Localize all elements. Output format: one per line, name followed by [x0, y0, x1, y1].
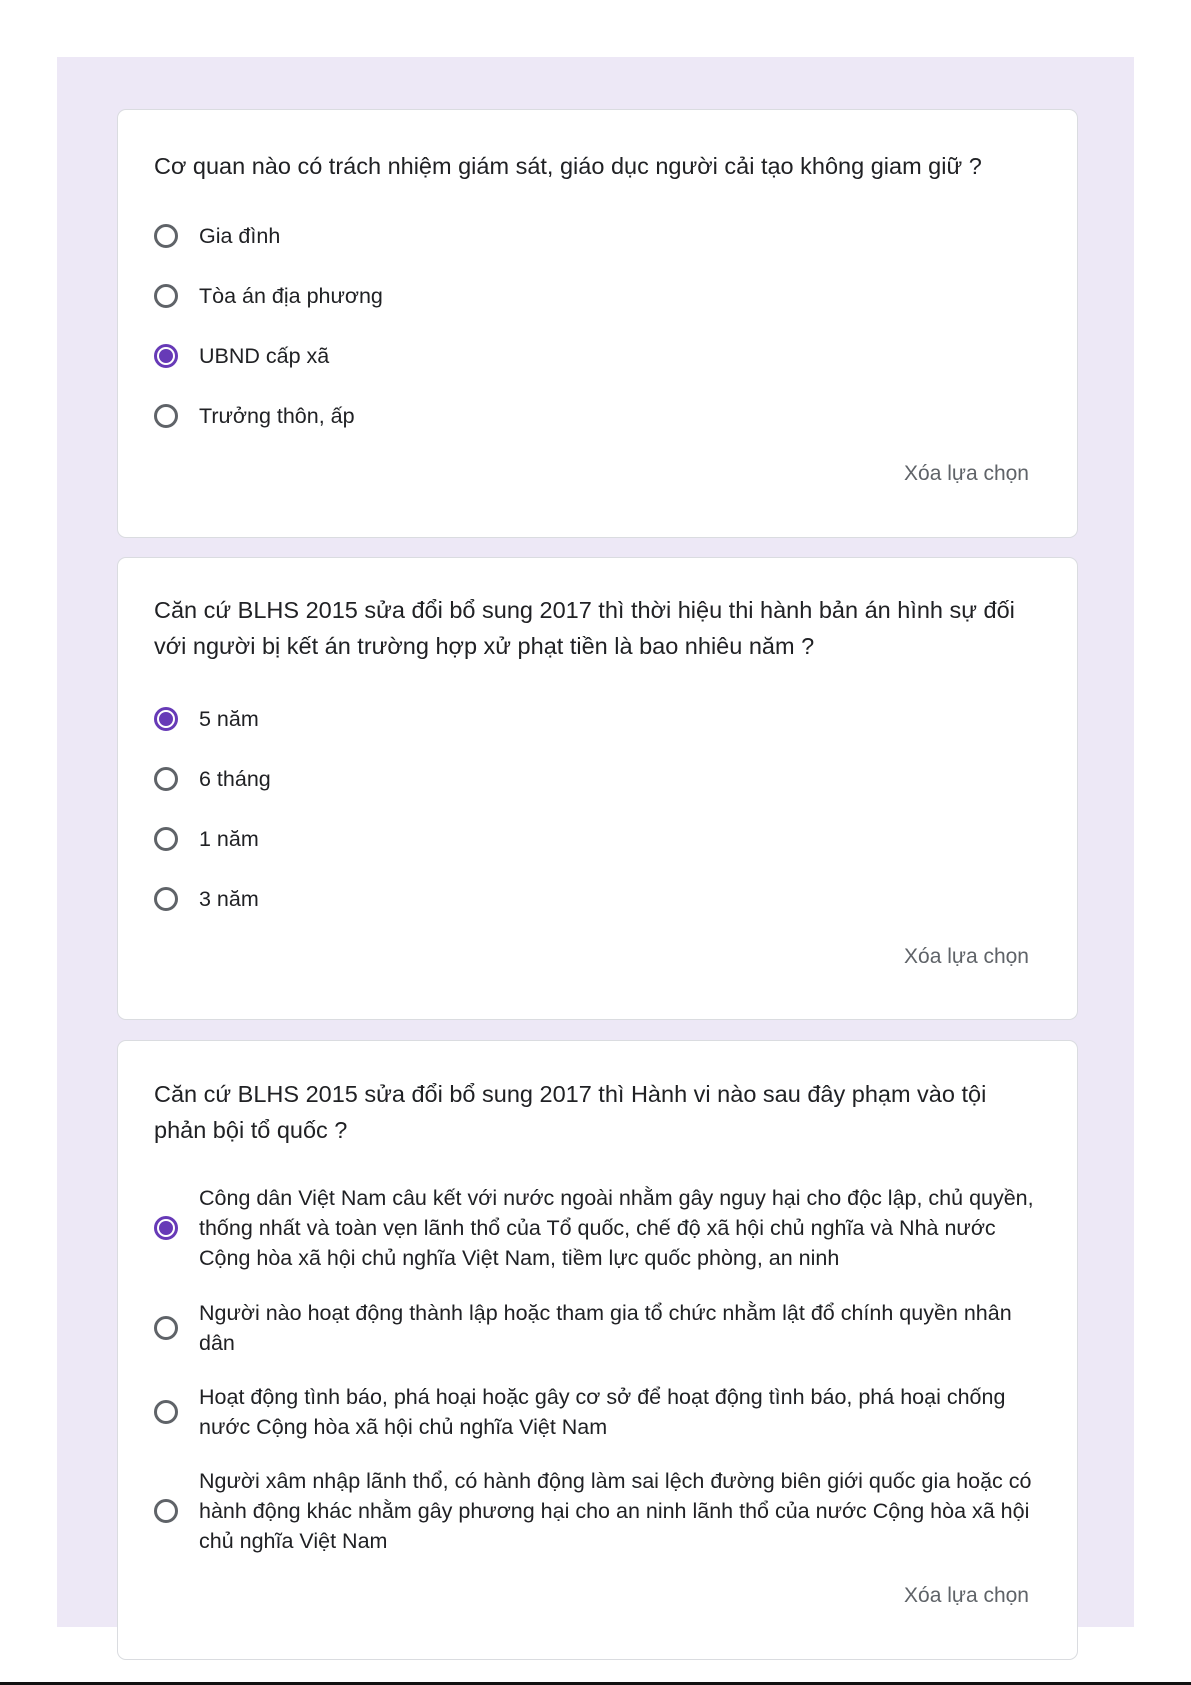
question-card — [117, 1040, 1078, 1660]
option-label: Tòa án địa phương — [199, 284, 383, 308]
radio-option[interactable] — [154, 1183, 1034, 1273]
radio-button[interactable] — [154, 707, 178, 731]
clear-selection-button[interactable]: Xóa lựa chọn — [904, 1584, 1029, 1607]
radio-option[interactable] — [154, 824, 1034, 854]
radio-option[interactable] — [154, 1298, 1034, 1358]
radio-button[interactable] — [154, 1216, 178, 1240]
option-label: Công dân Việt Nam câu kết với nước ngoài nhằm gây nguy hại cho độc lập, chủ quyền, thống nhất và toàn vẹn lãnh thổ của Tổ quốc, chế độ xã hội chủ nghĩa và Nhà nước Cộng hòa xã hội chủ nghĩa Việt Nam, tiềm lực quốc phòng, an ninh — [199, 1186, 1034, 1270]
radio-button[interactable] — [154, 404, 178, 428]
question-title: Căn cứ BLHS 2015 sửa đổi bổ sung 2017 thì thời hiệu thi hành bản án hình sự đối với người bị kết án trường hợp xử phạt tiền là bao nhiêu năm ? — [154, 597, 1015, 659]
question-card — [117, 109, 1078, 538]
radio-option[interactable] — [154, 401, 1034, 431]
option-label: 3 năm — [199, 887, 259, 911]
option-label: Hoạt động tình báo, phá hoại hoặc gây cơ sở để hoạt động tình báo, phá hoại chống nước Cộng hòa xã hội chủ nghĩa Việt Nam — [199, 1385, 1006, 1439]
radio-button[interactable] — [154, 767, 178, 791]
radio-option[interactable] — [154, 281, 1034, 311]
radio-button[interactable] — [154, 1499, 178, 1523]
clear-selection-button[interactable]: Xóa lựa chọn — [904, 462, 1029, 485]
radio-option[interactable] — [154, 1382, 1034, 1442]
clear-selection-button[interactable]: Xóa lựa chọn — [904, 945, 1029, 968]
radio-button[interactable] — [154, 887, 178, 911]
option-label: Người nào hoạt động thành lập hoặc tham gia tổ chức nhằm lật đổ chính quyền nhân dân — [199, 1301, 1012, 1355]
option-label: Người xâm nhập lãnh thổ, có hành động làm sai lệch đường biên giới quốc gia hoặc có hành động khác nhằm gây phương hại cho an ninh lãnh thổ của nước Cộng hòa xã hội chủ nghĩa Việt Nam — [199, 1469, 1032, 1553]
question-title: Căn cứ BLHS 2015 sửa đổi bổ sung 2017 thì Hành vi nào sau đây phạm vào tội phản bội tổ quốc ? — [154, 1081, 987, 1143]
radio-button[interactable] — [154, 284, 178, 308]
question-title: Cơ quan nào có trách nhiệm giám sát, giáo dục người cải tạo không giam giữ ? — [154, 153, 982, 179]
radio-button[interactable] — [154, 1400, 178, 1424]
radio-option[interactable] — [154, 764, 1034, 794]
radio-option[interactable] — [154, 1466, 1034, 1556]
option-label: Gia đình — [199, 224, 281, 248]
radio-option[interactable] — [154, 221, 1034, 251]
radio-option[interactable] — [154, 341, 1034, 371]
radio-option[interactable] — [154, 884, 1034, 914]
option-label: 5 năm — [199, 707, 259, 731]
radio-button[interactable] — [154, 827, 178, 851]
radio-button[interactable] — [154, 1316, 178, 1340]
option-label: 1 năm — [199, 827, 259, 851]
option-label: UBND cấp xã — [199, 344, 330, 368]
option-label: Trưởng thôn, ấp — [199, 404, 355, 428]
radio-button[interactable] — [154, 344, 178, 368]
radio-button[interactable] — [154, 224, 178, 248]
radio-option[interactable] — [154, 704, 1034, 734]
option-label: 6 tháng — [199, 767, 271, 791]
question-card — [117, 557, 1078, 1020]
